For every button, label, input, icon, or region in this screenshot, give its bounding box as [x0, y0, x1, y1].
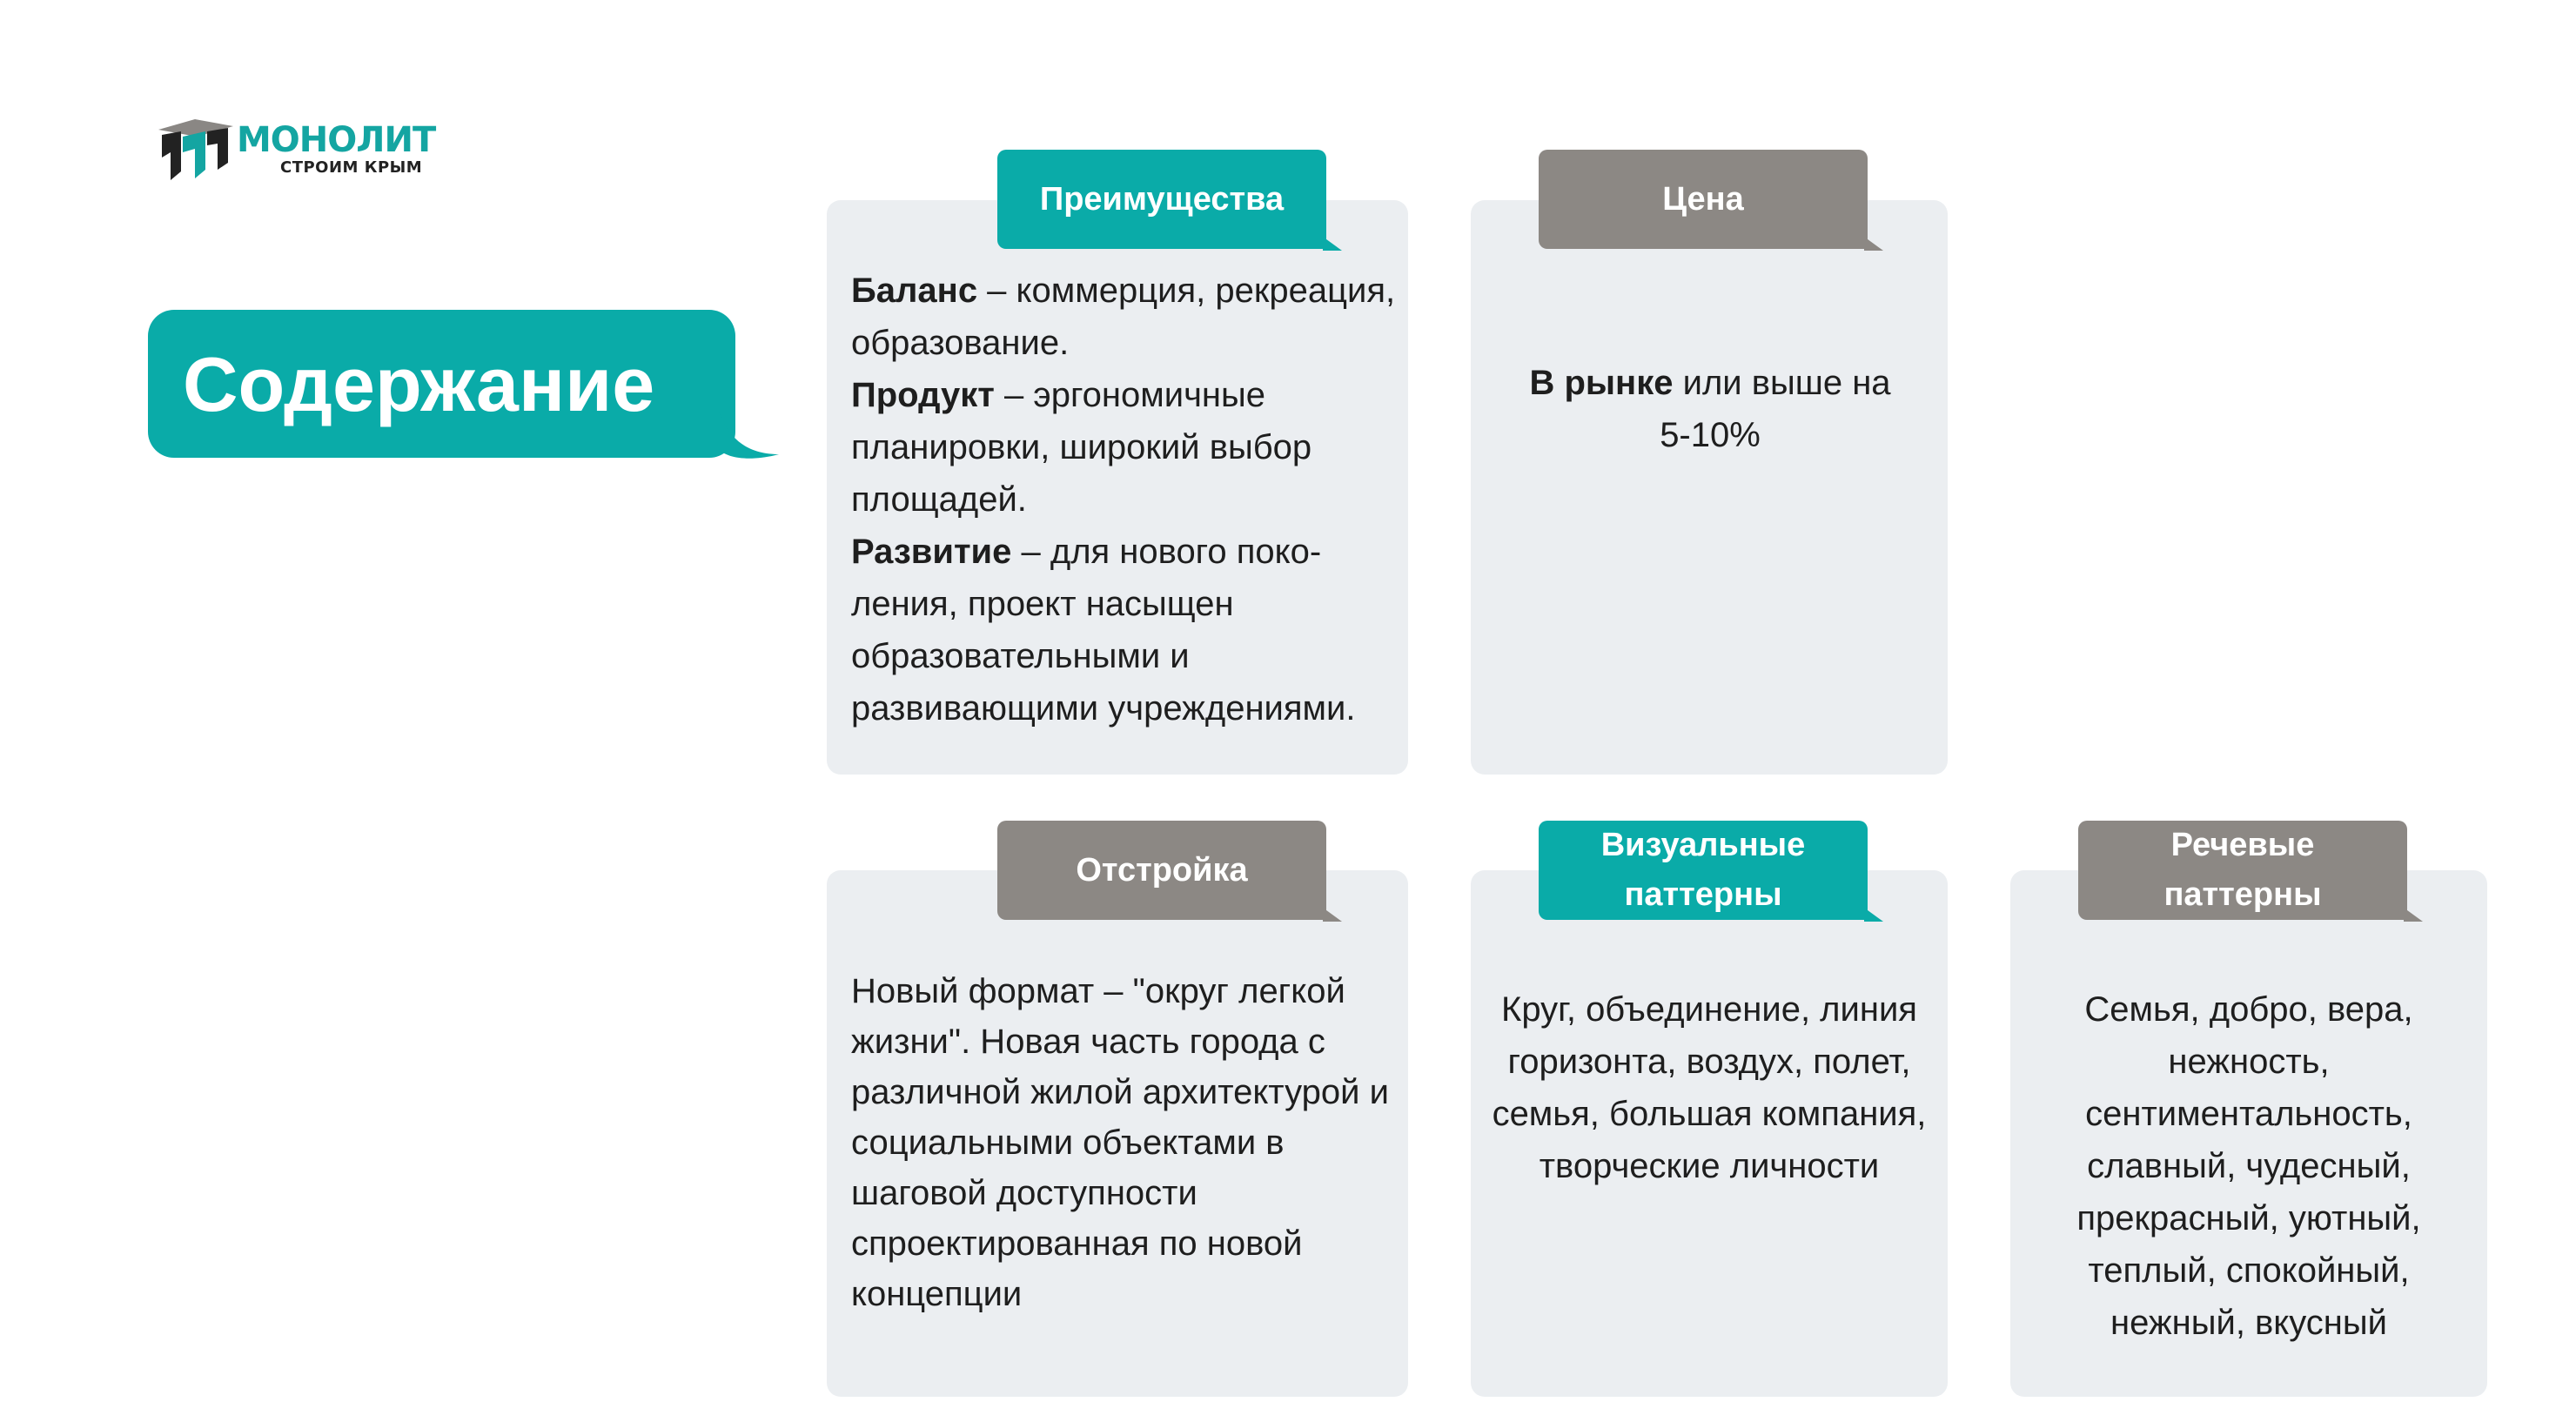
page-title: Содержание: [183, 341, 655, 427]
tab-tail-icon: [1323, 908, 1342, 922]
logo-mark-icon: [157, 117, 235, 180]
tab-verbal-patterns: [2078, 821, 2407, 920]
tab-label: Речевые паттерны: [2163, 827, 2322, 913]
advantages-term-product: Продукт: [851, 376, 995, 414]
tab-tail-icon: [2404, 908, 2423, 922]
tab-label: Цена: [1662, 180, 1744, 218]
tab-price: [1539, 150, 1868, 249]
price-desc: или выше на 5-10%: [1660, 364, 1891, 454]
tab-tail-icon: [1864, 908, 1883, 922]
tab-tail-icon: [1323, 237, 1342, 251]
tab-label: Преимущества: [1039, 180, 1285, 218]
price-text: [1514, 357, 1906, 461]
advantages-desc-development: – для нового поко-ления, проект насыщен образовательными и развивающими учреждениями.: [851, 533, 1356, 728]
tab-label: Отстройка: [1076, 851, 1248, 889]
tab-visual-patterns: [1539, 821, 1868, 920]
tab-label: Визуальные паттерны: [1600, 827, 1806, 913]
title-bubble-tail-icon: [718, 409, 779, 461]
advantages-text: [851, 265, 1408, 734]
verbal-patterns-text: Семья, добро, вера, нежность, сентиментальность, славный, чудесный, прекрасный, уютный, теплый, спокойный, нежный, вкусный: [2076, 990, 2421, 1342]
positioning-text: Новый формат – "округ легкой жизни". Новая часть города с различной жилой архитектурой и социальными объектами в шаговой доступности спроектированная по новой концепции: [851, 972, 1389, 1313]
advantages-term-balance: Баланс: [851, 272, 978, 310]
logo-name: МОНОЛИТ: [237, 120, 436, 160]
title-bubble: [148, 310, 735, 458]
price-term: В рынке: [1529, 364, 1674, 402]
advantages-term-development: Развитие: [851, 533, 1012, 571]
advantages-desc-product: – эргономичные планировки, широкий выбор площадей.: [851, 376, 1312, 519]
tab-advantages: [997, 150, 1326, 249]
advantages-desc-balance: – коммерция, рекреация, образование.: [851, 272, 1396, 362]
visual-patterns-text: Круг, объединение, линия горизонта, воздух, полет, семья, большая компания, творческие личности: [1492, 990, 1927, 1185]
tab-tail-icon: [1864, 237, 1883, 251]
card-price: [1471, 200, 1948, 775]
logo: [157, 117, 461, 183]
logo-tagline: СТРОИМ КРЫМ: [280, 158, 423, 177]
tab-positioning: [997, 821, 1326, 920]
